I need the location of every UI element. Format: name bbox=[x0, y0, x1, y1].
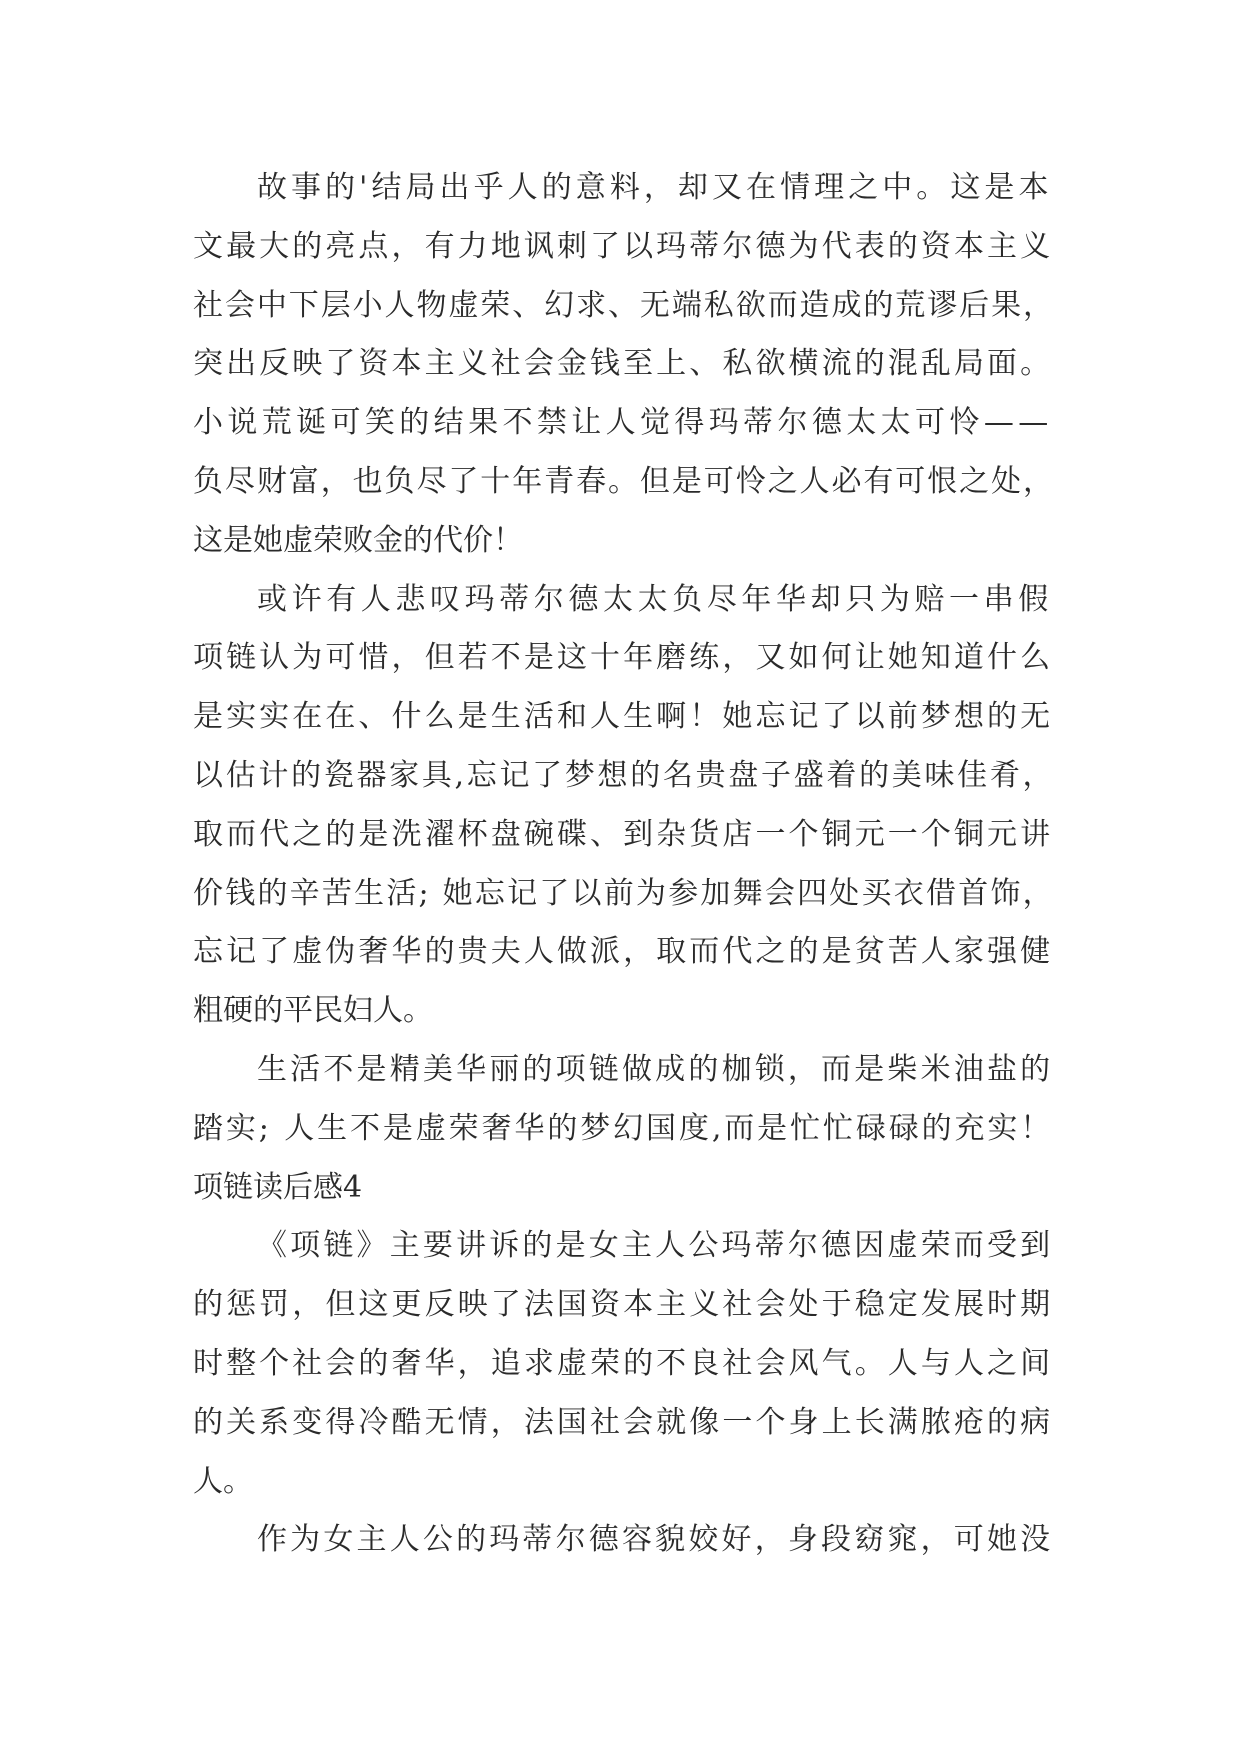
line-text: 负尽财富，也负尽了十年青春。但是可怜之人必有可恨之处， bbox=[193, 463, 1055, 499]
line-text: 生活不是精美华丽的项链做成的枷锁，而是柴米油盐的 bbox=[257, 1051, 1054, 1087]
line-text: 的关系变得冷酷无情，法国社会就像一个身上长满脓疮的病 bbox=[193, 1404, 1054, 1440]
line-text: 时整个社会的奢华，追求虚荣的不良社会风气。人与人之间 bbox=[193, 1345, 1054, 1381]
line-text: 《项链》主要讲诉的是女主人公玛蒂尔德因虚荣而受到 bbox=[257, 1228, 1054, 1264]
line-text: 的惩罚，但这更反映了法国资本主义社会处于稳定发展时期 bbox=[193, 1287, 1054, 1323]
text-line bbox=[193, 865, 1053, 924]
text-line bbox=[193, 571, 1053, 630]
text-line bbox=[193, 335, 1053, 394]
text-line bbox=[193, 747, 1056, 806]
line-text: 作为女主人公的玛蒂尔德容貌姣好，身段窈窕，可她没 bbox=[257, 1522, 1054, 1558]
line-text: 社会中下层小人物虚荣、幻求、无端私欲而造成的荒谬后果， bbox=[193, 287, 1055, 323]
line-text: 以估计的瓷器家具,忘记了梦想的名贵盘子盛着的美味佳肴， bbox=[193, 757, 1056, 793]
text-line bbox=[193, 982, 1053, 1041]
line-text: 或许有人悲叹玛蒂尔德太太负尽年华却只为赔一串假 bbox=[257, 581, 1053, 617]
line-text: 项链认为可惜，但若不是这十年磨练，又如何让她知道什么 bbox=[193, 640, 1054, 676]
line-text: 粗硬的平民妇人。 bbox=[193, 993, 433, 1029]
text-line bbox=[193, 1335, 1053, 1394]
line-text: 取而代之的是洗濯杯盘碗碟、到杂货店一个铜元一个铜元讲 bbox=[193, 816, 1054, 852]
line-text: 忘记了虚伪奢华的贵夫人做派，取而代之的是贫苦人家强健 bbox=[193, 934, 1054, 970]
text-line bbox=[193, 1453, 1053, 1512]
text-line bbox=[193, 218, 1053, 277]
line-text: 文最大的亮点，有力地讽刺了以玛蒂尔德为代表的资本主义 bbox=[193, 228, 1054, 264]
text-line bbox=[193, 453, 1053, 512]
text-line bbox=[193, 1217, 1053, 1276]
line-text: 人。 bbox=[193, 1463, 253, 1499]
line-text: 突出反映了资本主义社会金钱至上、私欲横流的混乱局面。 bbox=[193, 346, 1054, 382]
line-text: 踏实; 人生不是虚荣奢华的梦幻国度,而是忙忙碌碌的充实！ bbox=[193, 1110, 1054, 1146]
text-line bbox=[193, 394, 1053, 453]
text-line bbox=[193, 629, 1053, 688]
text-line bbox=[193, 277, 1053, 336]
text-line bbox=[193, 512, 1053, 571]
line-text: 这是她虚荣败金的代价！ bbox=[193, 522, 523, 558]
line-text: 价钱的辛苦生活; 她忘记了以前为参加舞会四处买衣借首饰， bbox=[193, 875, 1055, 911]
text-line bbox=[193, 1511, 1053, 1570]
text-line bbox=[193, 1394, 1053, 1453]
text-line bbox=[193, 688, 1053, 747]
line-text: 小说荒诞可笑的结果不禁让人觉得玛蒂尔德太太可怜—— bbox=[193, 405, 1053, 441]
text-line bbox=[193, 1100, 1053, 1159]
text-line bbox=[193, 1041, 1053, 1100]
text-line bbox=[193, 923, 1053, 982]
line-text: 故事的'结局出乎人的意料，却又在情理之中。这是本 bbox=[257, 170, 1053, 205]
heading-text: 项链读后感4 bbox=[193, 1169, 363, 1205]
text-line bbox=[193, 1276, 1053, 1335]
text-line bbox=[193, 159, 1053, 218]
section-heading bbox=[193, 1159, 1053, 1218]
text-line bbox=[193, 806, 1053, 865]
essay-body bbox=[193, 159, 1056, 1570]
line-text: 是实实在在、什么是生活和人生啊！她忘记了以前梦想的无 bbox=[193, 699, 1054, 735]
